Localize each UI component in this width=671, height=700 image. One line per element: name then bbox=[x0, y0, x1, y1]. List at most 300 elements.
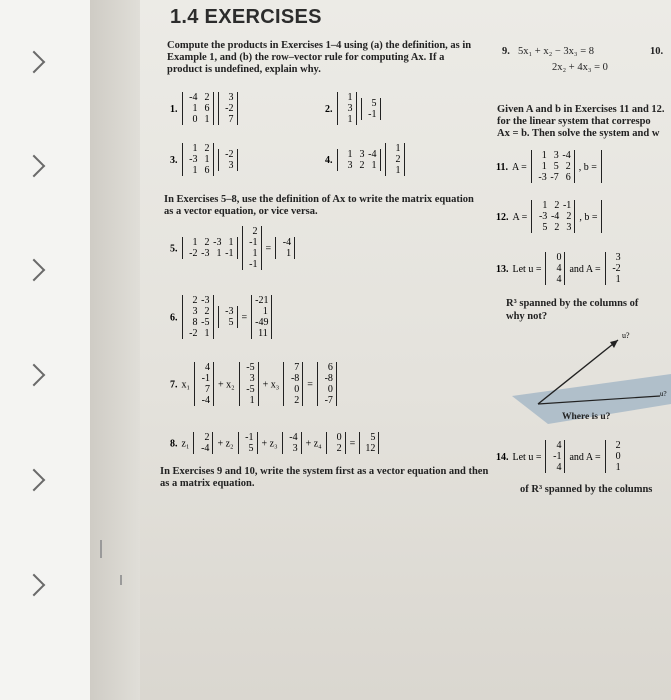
exercise-number: 4. bbox=[325, 155, 333, 167]
matrix-row bbox=[243, 384, 255, 395]
matrix-row bbox=[535, 200, 571, 211]
matrix-entry: 1 bbox=[395, 143, 401, 154]
matrix-entry: 2 bbox=[566, 211, 572, 222]
matrix-row bbox=[255, 295, 268, 306]
matrix-entry: 3 bbox=[228, 92, 234, 103]
matrix-row bbox=[197, 443, 209, 454]
matrix-entry: -21 bbox=[255, 295, 269, 306]
matrix-entry: 4 bbox=[556, 440, 562, 451]
matrix-row bbox=[186, 92, 210, 103]
exercise-9-line1: 5x₁ + x₂ − 3x₃ = 8 bbox=[518, 46, 594, 57]
matrix-entry: 1 bbox=[204, 114, 210, 125]
matrix-entry: -4 bbox=[201, 443, 210, 454]
matrix bbox=[531, 200, 575, 233]
matrix-row bbox=[286, 432, 298, 443]
matrix-entry: -5 bbox=[246, 362, 255, 373]
matrix-row bbox=[535, 161, 571, 172]
matrix-entry: 1 bbox=[204, 154, 210, 165]
exercise-10-number: 10. bbox=[650, 46, 664, 57]
u-label: u? bbox=[660, 390, 667, 398]
intro-text: Compute the products in Exercises 1–4 using (a) the definition, as in Example 1, and (b) the row–vector rule for computing Ax. If a product is undefined, explain why. bbox=[167, 40, 472, 75]
matrix-entry: 3 bbox=[347, 159, 353, 171]
matrix-row bbox=[246, 259, 258, 270]
matrix-entry: 1 bbox=[228, 237, 234, 248]
matrix-row bbox=[255, 306, 268, 317]
matrix-entry: 11 bbox=[258, 328, 268, 339]
instructions-5-8: In Exercises 5–8, use the definition of Ax to write the matrix equation as a vector equation, or vice versa. bbox=[164, 194, 474, 217]
matrix-entry: 0 bbox=[192, 114, 198, 125]
matrix-entry: -5 bbox=[201, 317, 210, 328]
exercise-number: 11. bbox=[496, 162, 508, 174]
matrix-row bbox=[549, 462, 561, 473]
matrix-row bbox=[186, 143, 210, 154]
vector bbox=[251, 295, 272, 339]
matrix-entry: 2 bbox=[565, 161, 571, 172]
exercise-number: 13. bbox=[496, 264, 509, 276]
matrix-row bbox=[222, 306, 234, 317]
exercise-number: 7. bbox=[170, 379, 178, 391]
matrix-row bbox=[330, 432, 342, 443]
matrix-entry: 3 bbox=[228, 159, 234, 171]
matrix-entry: -1 bbox=[249, 237, 258, 248]
matrix-entry: -3 bbox=[538, 211, 548, 222]
sidebar bbox=[0, 0, 90, 700]
matrix-entry: 1 bbox=[252, 248, 258, 259]
matrix-entry: 7 bbox=[294, 362, 300, 373]
matrix-row bbox=[535, 150, 571, 161]
matrix-row bbox=[186, 165, 210, 176]
matrix-entry: 1 bbox=[192, 165, 198, 176]
matrix-row bbox=[535, 211, 571, 222]
matrix-row bbox=[186, 237, 234, 248]
matrix bbox=[182, 295, 214, 339]
chevron-right-icon[interactable] bbox=[23, 155, 46, 178]
matrix-row bbox=[609, 252, 621, 263]
matrix-entry: 12 bbox=[365, 443, 376, 454]
matrix-entry: 2 bbox=[204, 92, 210, 103]
matrix-row bbox=[186, 154, 210, 165]
matrix-row bbox=[287, 384, 299, 395]
instruction-line: Ax = b. Then solve the system and w bbox=[497, 128, 660, 139]
matrix-entry: -2 bbox=[189, 328, 198, 339]
instruction-line: for the linear system that correspo bbox=[497, 116, 651, 127]
matrix-entry: 0 bbox=[336, 432, 342, 443]
matrix-entry: -4 bbox=[189, 92, 198, 103]
matrix-entry: 1 bbox=[541, 161, 547, 172]
vector bbox=[238, 432, 258, 454]
matrix-row bbox=[287, 373, 299, 384]
exercise-number: 12. bbox=[496, 212, 509, 224]
matrix-entry: -8 bbox=[290, 373, 300, 384]
matrix-entry: 1 bbox=[192, 143, 198, 154]
matrix-entry: 2 bbox=[336, 443, 342, 454]
matrix-row bbox=[341, 114, 353, 125]
vector-label: , b = bbox=[578, 162, 597, 174]
vector bbox=[239, 362, 259, 406]
vector bbox=[282, 432, 302, 454]
matrix-entry: 2 bbox=[204, 432, 210, 443]
matrix bbox=[531, 150, 575, 183]
matrix-entry: -7 bbox=[550, 172, 559, 183]
matrix-entry: 1 bbox=[286, 248, 292, 259]
section-title: 1.4 EXERCISES bbox=[170, 6, 322, 28]
exercise-14-text: of R³ spanned by the columns bbox=[520, 484, 653, 495]
matrix-entry: 0 bbox=[294, 384, 300, 395]
exercise-9-line2: 2x₂ + 4x₃ = 0 bbox=[552, 62, 608, 73]
matrix-entry: 2 bbox=[294, 395, 300, 406]
matrix-row bbox=[243, 395, 255, 406]
matrix-row bbox=[389, 143, 401, 154]
matrix-entry: 1 bbox=[541, 150, 547, 161]
matrix-entry: 1 bbox=[249, 395, 255, 406]
matrix-entry: 8 bbox=[192, 317, 198, 328]
matrix-entry: -1 bbox=[562, 200, 572, 211]
exercise-number: 1. bbox=[170, 104, 178, 116]
matrix-entry: -4 bbox=[550, 211, 560, 222]
matrix-entry: -3 bbox=[201, 295, 210, 306]
vector bbox=[218, 149, 238, 171]
matrix-entry: -7 bbox=[324, 395, 333, 406]
coefficient-label: + z₂ bbox=[217, 438, 234, 450]
exercise-9-number: 9. bbox=[502, 46, 510, 57]
matrix-entry: -1 bbox=[225, 248, 234, 259]
matrix-entry: 1 bbox=[615, 274, 621, 285]
matrix-row bbox=[198, 362, 210, 373]
matrix-entry: 3 bbox=[615, 252, 621, 263]
matrix-entry: -1 bbox=[201, 373, 210, 384]
matrix-row bbox=[549, 252, 561, 263]
matrix-entry: 5 bbox=[248, 443, 254, 454]
matrix-entry: 1 bbox=[347, 92, 353, 103]
matrix-row bbox=[286, 443, 298, 454]
matrix-entry: 5 bbox=[542, 222, 548, 233]
matrix-row bbox=[222, 103, 234, 114]
exercise-11 bbox=[496, 150, 612, 183]
matrix-entry: 0 bbox=[556, 252, 562, 263]
matrix-row bbox=[389, 154, 401, 165]
matrix-row bbox=[243, 373, 255, 384]
matrix-entry: -1 bbox=[553, 451, 562, 462]
matrix-entry: -8 bbox=[324, 373, 333, 384]
matrix-row bbox=[279, 237, 291, 248]
vector bbox=[193, 432, 213, 454]
matrix-entry: 1 bbox=[542, 200, 548, 211]
matrix-entry: -1 bbox=[245, 432, 254, 443]
chevron-right-icon[interactable] bbox=[23, 259, 46, 282]
matrix-row bbox=[321, 362, 333, 373]
matrix-row bbox=[186, 328, 210, 339]
matrix-row bbox=[609, 462, 621, 473]
matrix-row bbox=[341, 103, 353, 114]
matrix-row bbox=[287, 362, 299, 373]
matrix-row bbox=[321, 395, 333, 406]
matrix-label: A = bbox=[512, 212, 528, 224]
matrix-row bbox=[341, 160, 377, 171]
matrix-row bbox=[198, 384, 210, 395]
pencil-mark bbox=[100, 540, 102, 558]
matrix-entry: 2 bbox=[192, 295, 198, 306]
matrix-entry: 2 bbox=[204, 237, 210, 248]
vector bbox=[601, 200, 612, 233]
matrix-row bbox=[222, 114, 234, 125]
exercise-number: 3. bbox=[170, 155, 178, 167]
matrix-entry: -3 bbox=[189, 154, 198, 165]
pencil-mark bbox=[120, 575, 122, 585]
textbook-page bbox=[140, 0, 671, 700]
vector-label: Let u = bbox=[512, 452, 542, 464]
matrix-entry: 5 bbox=[553, 161, 559, 172]
matrix bbox=[337, 92, 357, 125]
matrix-row bbox=[549, 263, 561, 274]
equals-sign: = bbox=[349, 438, 356, 450]
coefficient-label: + z₃ bbox=[261, 438, 278, 450]
exercise-2 bbox=[325, 92, 381, 125]
matrix-entry: 0 bbox=[615, 451, 621, 462]
matrix-row bbox=[609, 263, 621, 274]
matrix-entry: 3 bbox=[292, 443, 298, 454]
matrix-entry: -49 bbox=[255, 317, 269, 328]
exercise-12 bbox=[496, 200, 612, 233]
matrix bbox=[182, 143, 214, 176]
matrix-label: and A = bbox=[569, 452, 601, 464]
matrix-entry: 1 bbox=[615, 462, 621, 473]
matrix-entry: 7 bbox=[205, 384, 210, 395]
matrix-row bbox=[549, 451, 561, 462]
matrix-row bbox=[549, 274, 561, 285]
matrix bbox=[337, 149, 381, 171]
matrix-row bbox=[287, 395, 299, 406]
matrix-entry: 3 bbox=[347, 103, 353, 114]
matrix bbox=[605, 252, 624, 285]
matrix-entry: 1 bbox=[347, 148, 353, 160]
coefficient-label: z₁ bbox=[181, 438, 190, 450]
chevron-right-icon[interactable] bbox=[23, 469, 46, 492]
vector bbox=[601, 150, 612, 183]
matrix-row bbox=[186, 114, 210, 125]
exercise-8 bbox=[170, 432, 379, 454]
matrix-entry: 3 bbox=[553, 150, 559, 161]
matrix-row bbox=[389, 165, 401, 176]
matrix-entry: 4 bbox=[205, 362, 210, 373]
exercise-4 bbox=[325, 143, 405, 176]
exercise-13 bbox=[496, 252, 624, 285]
matrix-row bbox=[197, 432, 209, 443]
matrix-entry: 1 bbox=[204, 328, 210, 339]
vector bbox=[359, 432, 379, 454]
matrix-row bbox=[186, 306, 210, 317]
matrix-row bbox=[186, 317, 210, 328]
instruction-line: Given A and b in Exercises 11 and 12. bbox=[497, 104, 665, 115]
matrix-entry: -4 bbox=[289, 432, 298, 443]
instructions-9-10: In Exercises 9 and 10, write the system first as a vector equation and then as a matrix equation. bbox=[160, 466, 489, 489]
exercise-14 bbox=[496, 440, 624, 473]
matrix-entry: -2 bbox=[225, 148, 234, 160]
matrix-row bbox=[186, 295, 210, 306]
matrix-entry: 1 bbox=[192, 237, 198, 248]
matrix-row bbox=[255, 328, 268, 339]
equals-sign: = bbox=[307, 379, 313, 391]
chevron-right-icon[interactable] bbox=[23, 364, 46, 387]
vector bbox=[275, 237, 295, 259]
matrix-row bbox=[363, 432, 375, 443]
matrix-row bbox=[198, 395, 210, 406]
matrix-entry: 1 bbox=[262, 306, 268, 317]
matrix-entry: 5 bbox=[371, 97, 377, 109]
matrix-row bbox=[246, 237, 258, 248]
equals-sign: = bbox=[265, 243, 272, 255]
exercise-7 bbox=[170, 362, 337, 406]
matrix-row bbox=[609, 440, 621, 451]
matrix-label: and A = bbox=[569, 264, 601, 276]
matrix-entry: 3 bbox=[566, 222, 572, 233]
matrix-row bbox=[242, 443, 254, 454]
matrix-row bbox=[321, 373, 333, 384]
exercise-13-question: why not? bbox=[506, 311, 548, 322]
matrix-row bbox=[255, 317, 268, 328]
exercise-13-text: R³ spanned by the columns of bbox=[506, 298, 639, 309]
matrix-entry: 2 bbox=[554, 200, 560, 211]
matrix-entry: 2 bbox=[204, 306, 210, 317]
matrix-entry: 3 bbox=[359, 148, 365, 160]
matrix-row bbox=[242, 432, 254, 443]
matrix-row bbox=[609, 274, 621, 285]
matrix-row bbox=[246, 226, 258, 237]
matrix-row bbox=[341, 92, 353, 103]
instructions-11-12 bbox=[497, 104, 671, 140]
matrix-entry: 4 bbox=[556, 462, 562, 473]
exercise-number: 5. bbox=[170, 243, 178, 255]
matrix-entry: 1 bbox=[216, 248, 222, 259]
arrowhead bbox=[610, 340, 618, 348]
matrix-entry: -4 bbox=[201, 395, 210, 406]
matrix-entry: -2 bbox=[225, 103, 234, 114]
matrix-entry: 6 bbox=[204, 103, 210, 114]
vector bbox=[218, 306, 238, 328]
matrix-row bbox=[246, 248, 258, 259]
matrix-entry: -2 bbox=[189, 248, 198, 259]
vector bbox=[317, 362, 337, 406]
vector bbox=[545, 440, 565, 473]
vector bbox=[385, 143, 405, 176]
chevron-right-icon[interactable] bbox=[23, 574, 46, 597]
matrix-row bbox=[222, 160, 234, 171]
matrix-row bbox=[341, 149, 377, 160]
exercise-5 bbox=[170, 226, 295, 270]
matrix-entry: 2 bbox=[554, 222, 560, 233]
matrix-entry: 4 bbox=[556, 263, 562, 274]
coefficient-label: + x₃ bbox=[262, 379, 280, 391]
exercise-1 bbox=[170, 92, 238, 125]
matrix-entry: 1 bbox=[192, 103, 198, 114]
matrix bbox=[182, 92, 214, 125]
matrix-entry: 1 bbox=[371, 159, 377, 171]
exercise-number: 6. bbox=[170, 312, 178, 324]
matrix-entry: 5 bbox=[370, 432, 376, 443]
matrix-entry: 2 bbox=[395, 154, 401, 165]
matrix-entry: -3 bbox=[538, 172, 547, 183]
matrix-entry: 2 bbox=[359, 159, 365, 171]
chevron-right-icon[interactable] bbox=[23, 51, 46, 74]
matrix-entry: -1 bbox=[249, 259, 258, 270]
vector bbox=[545, 252, 565, 285]
matrix-entry: 2 bbox=[252, 226, 258, 237]
matrix-entry: 0 bbox=[327, 384, 333, 395]
matrix-row bbox=[198, 373, 210, 384]
matrix bbox=[605, 440, 624, 473]
matrix-entry: 1 bbox=[347, 114, 353, 125]
matrix-entry: 3 bbox=[249, 373, 255, 384]
matrix-entry: -4 bbox=[562, 150, 571, 161]
matrix-row bbox=[279, 248, 291, 259]
matrix-entry: 6 bbox=[327, 362, 333, 373]
matrix-entry: 7 bbox=[228, 114, 234, 125]
matrix-entry: 3 bbox=[192, 306, 198, 317]
matrix bbox=[182, 237, 238, 259]
vector-label: , b = bbox=[579, 212, 598, 224]
matrix-row bbox=[535, 172, 571, 183]
matrix-row bbox=[609, 451, 621, 462]
matrix-row bbox=[222, 317, 234, 328]
matrix-entry: -2 bbox=[612, 263, 621, 274]
vector bbox=[326, 432, 346, 454]
exercise-3 bbox=[170, 143, 238, 176]
matrix-row bbox=[363, 443, 375, 454]
matrix-row bbox=[535, 222, 571, 233]
matrix-row bbox=[321, 384, 333, 395]
vector bbox=[283, 362, 303, 406]
matrix-entry: -4 bbox=[368, 148, 377, 160]
u-label: u? bbox=[622, 331, 630, 340]
coefficient-label: x₁ bbox=[181, 379, 190, 391]
matrix-row bbox=[222, 149, 234, 160]
matrix-entry: 2 bbox=[615, 440, 621, 451]
matrix-entry: 6 bbox=[204, 165, 210, 176]
matrix-row bbox=[186, 103, 210, 114]
matrix-entry: 5 bbox=[228, 317, 234, 328]
matrix-row bbox=[365, 98, 377, 109]
matrix-entry: 1 bbox=[395, 165, 401, 176]
figure-caption: Where is u? bbox=[562, 412, 611, 422]
page-shadow bbox=[90, 0, 140, 700]
matrix-row bbox=[186, 248, 234, 259]
matrix-row bbox=[549, 440, 561, 451]
matrix-row bbox=[365, 109, 377, 120]
matrix-entry: 2 bbox=[204, 143, 210, 154]
matrix-entry: 4 bbox=[556, 274, 562, 285]
matrix-row bbox=[222, 92, 234, 103]
vector-label: Let u = bbox=[512, 264, 542, 276]
vector bbox=[194, 362, 214, 406]
coefficient-label: + z₄ bbox=[305, 438, 322, 450]
matrix-entry: -4 bbox=[282, 237, 292, 248]
matrix-entry: -3 bbox=[201, 248, 210, 259]
exercise-number: 14. bbox=[496, 452, 509, 464]
matrix-entry: -3 bbox=[225, 306, 234, 317]
matrix-entry: -1 bbox=[368, 108, 377, 120]
matrix-row bbox=[330, 443, 342, 454]
vector bbox=[242, 226, 262, 270]
matrix-row bbox=[243, 362, 255, 373]
exercise-number: 8. bbox=[170, 438, 178, 450]
matrix-entry: 6 bbox=[565, 172, 571, 183]
vector bbox=[361, 98, 381, 120]
exercise-6 bbox=[170, 295, 272, 339]
matrix-entry: -3 bbox=[213, 237, 222, 248]
matrix-entry: -5 bbox=[246, 384, 255, 395]
equals-sign: = bbox=[241, 312, 248, 324]
matrix-label: A = bbox=[511, 162, 527, 174]
exercise-number: 2. bbox=[325, 104, 333, 116]
